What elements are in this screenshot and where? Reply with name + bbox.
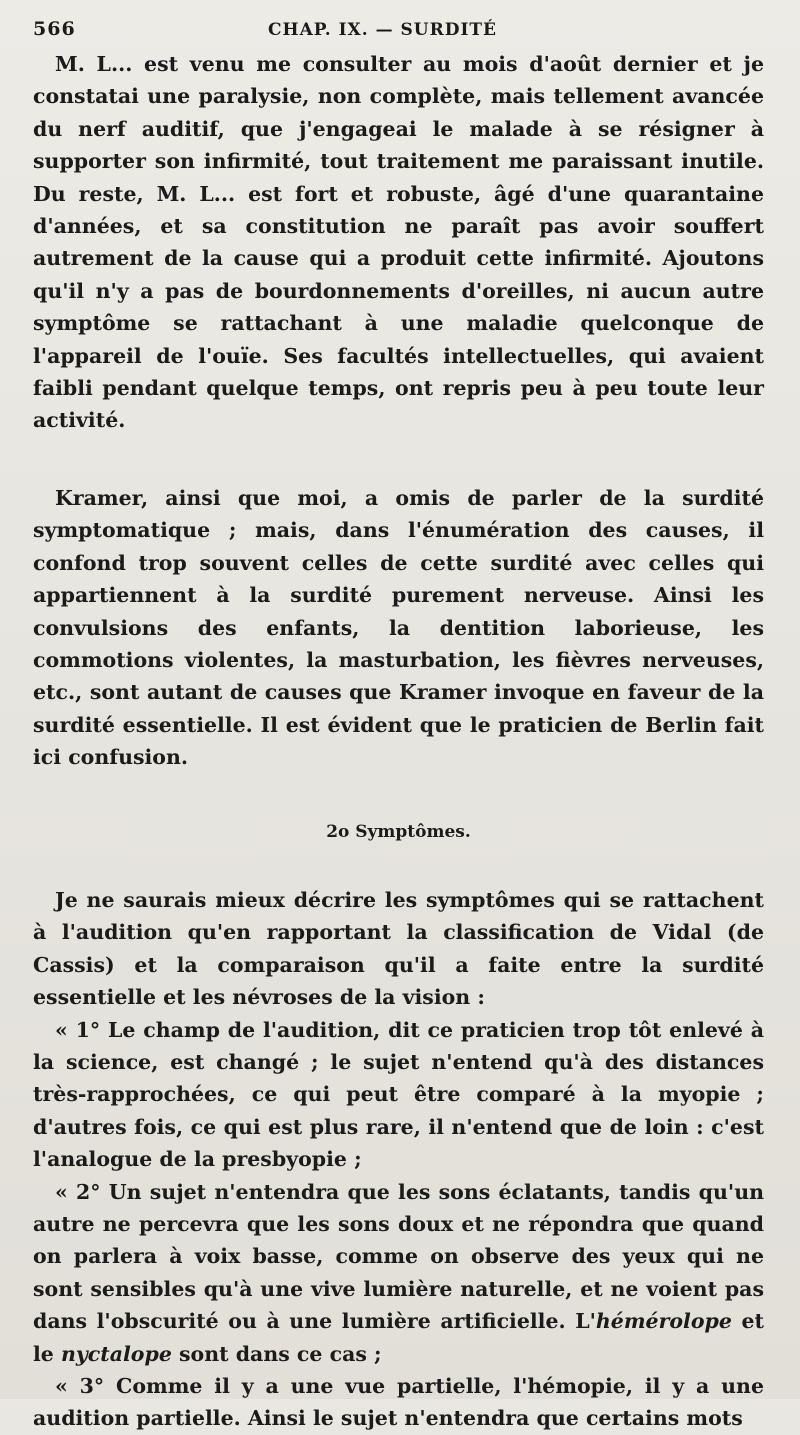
quote-2-text-end: sont dans ce cas ; bbox=[171, 1341, 382, 1366]
paragraph-kramer: Kramer, ainsi que moi, a omis de parler de la surdité symptomatique ; mais, dans l'énumération des causes, il confond trop souvent celles de cette surdité avec celles qui appartiennent à la surdité purement nerveuse. Ainsi les convulsions des enfants, la dentition laborieuse, les commotions violentes, la masturbation, les fièvres nerveuses, etc., sont autant de causes que Kramer invoque en faveur de la surdité essentielle. Il est évident que le praticien de Berlin fait ici confusion. bbox=[33, 485, 764, 770]
quote-2-text-start: « 2° Un sujet n'entendra que les sons éclatants, tandis qu'un autre ne percevra que les sons doux et ne répondra que quand on parlera à voix basse, comme on observe des yeux qui ne sont sensibles qu'à une vive lumière naturelle, et ne voient pas dans l'obscurité ou à une lumière artificielle. L' bbox=[33, 1179, 764, 1334]
term-hemerolope: hémérolope bbox=[595, 1309, 732, 1334]
quote-2-text-mid: et le bbox=[33, 1309, 764, 1366]
paragraph-intro: Je ne saurais mieux décrire les symptômes qui se rattachent à l'audition qu'en rapportant la classification de Vidal (de Cassis) et la comparaison qu'il a faite entre la surdité essentielle et les névroses de la vision : bbox=[33, 887, 764, 1010]
page-body bbox=[33, 48, 764, 1435]
section-heading: 2o Symptômes. bbox=[326, 821, 471, 842]
running-head bbox=[33, 14, 764, 48]
quote-item-1: « 1° Le champ de l'audition, dit ce praticien trop tôt enlevé à la science, est changé ; le sujet n'entend qu'à des distances très-rapprochées, ce qui peut être comparé à la myopie ; d'autres fois, ce qui est plus rare, il n'entend que de loin : c'est l'analogue de la presbyopie ; bbox=[33, 1017, 764, 1172]
page-number: 566 bbox=[33, 18, 76, 40]
chapter-title: CHAP. IX. — SURDITÉ bbox=[268, 20, 498, 40]
term-nyctalope: nyctalope bbox=[60, 1341, 172, 1366]
paragraph-case-report: M. L... est venu me consulter au mois d'août dernier et je constatai une paralysie, non complète, mais tellement avancée du nerf auditif, que j'engageai le malade à se résigner à supporter son infirmité, tout traitement me paraissant inutile. Du reste, M. L... est fort et robuste, âgé d'une quarantaine d'années, et sa constitution ne paraît pas avoir souffert autrement de la cause qui a produit cette infirmité. Ajoutons qu'il n'y a pas de bourdonnements d'oreilles, ni aucun autre symptôme se rattachant à une maladie quelconque de l'appareil de l'ouïe. Ses facultés intellectuelles, qui avaient faibli pendant quelque temps, ont repris peu à peu toute leur activité. bbox=[33, 52, 764, 433]
quote-item-2 bbox=[33, 1176, 764, 1370]
quote-item-3: « 3° Comme il y a une vue partielle, l'hémopie, il y a une audition partielle. Ainsi le sujet n'entendra que certains mots bbox=[33, 1374, 764, 1431]
